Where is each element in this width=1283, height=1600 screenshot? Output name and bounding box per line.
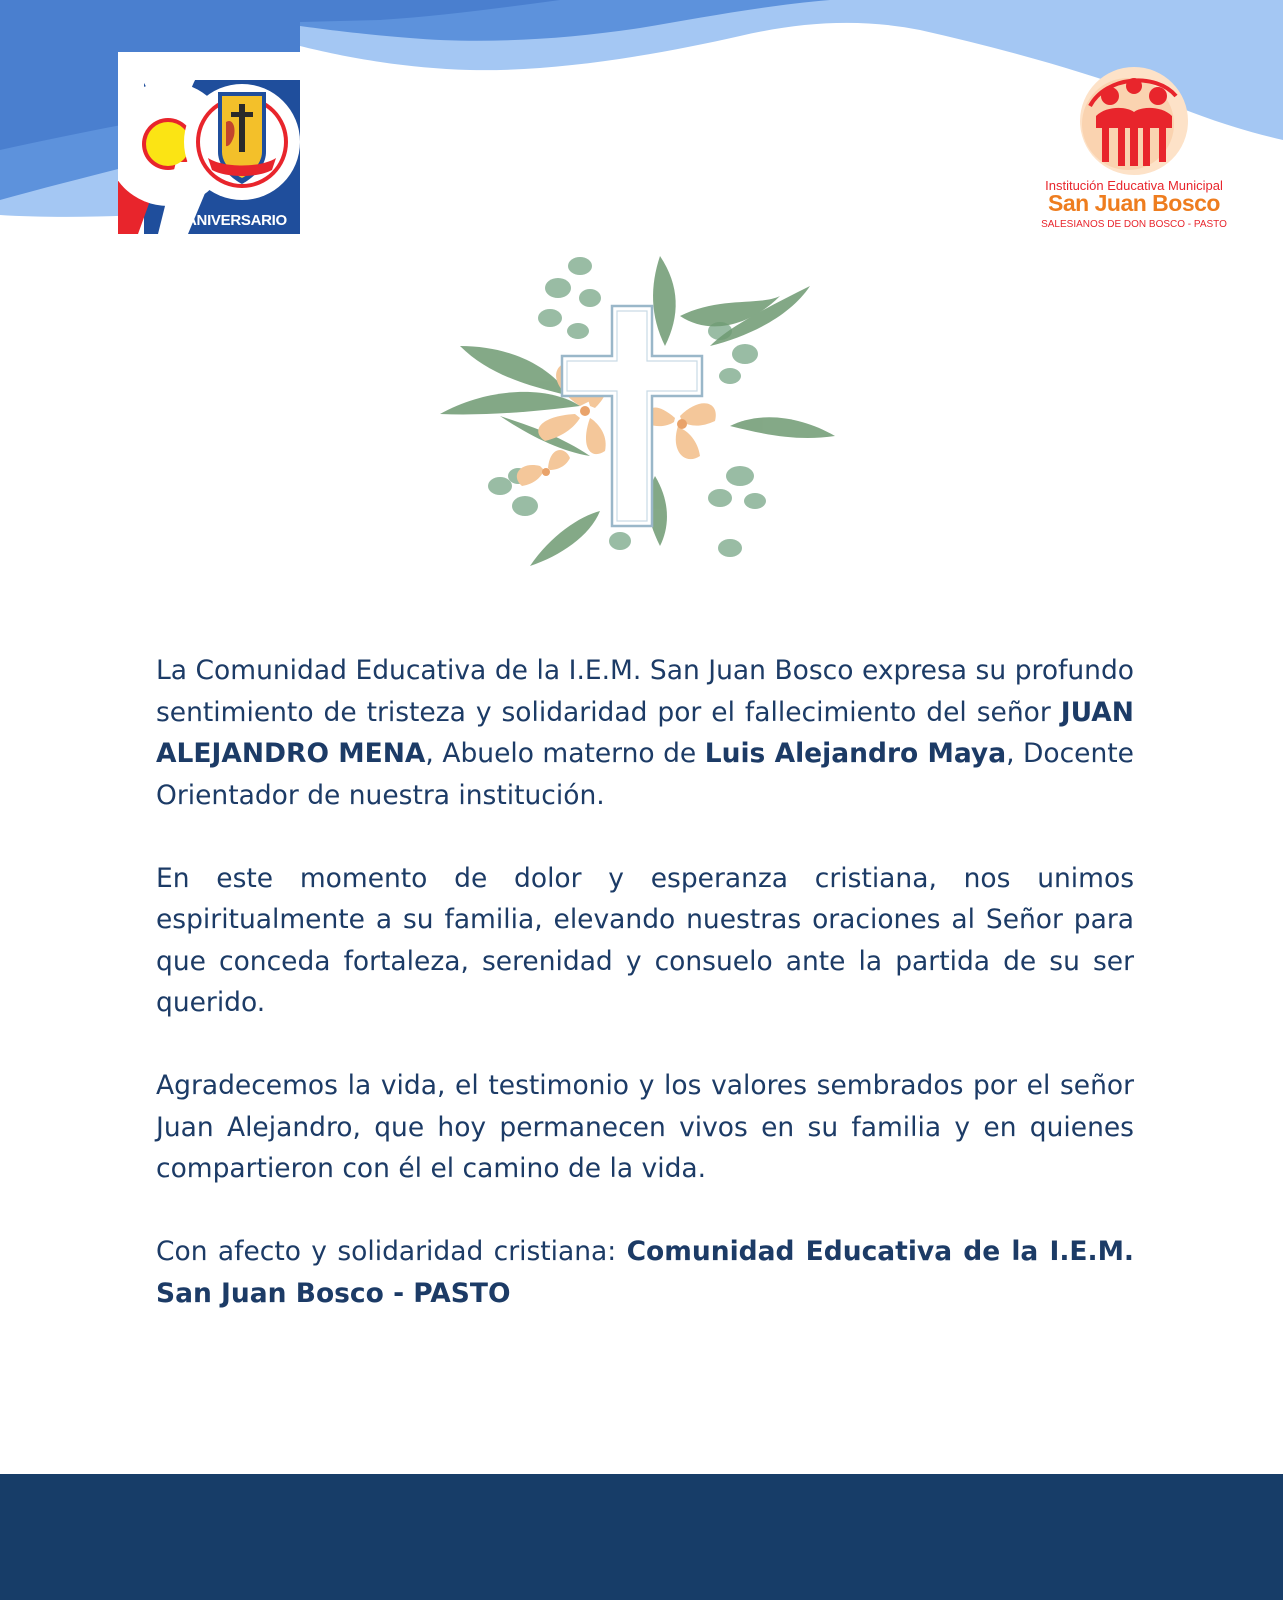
institution-people-logo xyxy=(1076,66,1192,176)
deceased-name: JUAN ALEJANDRO MENA xyxy=(156,696,1134,769)
message-signature: Con afecto y solidaridad cristiana: Comunidad Educativa de la I.E.M. San Juan Bosco - PASTO xyxy=(156,1236,1135,1309)
message-paragraph-3: Agradecemos la vida, el testimonio y los valores sembrados por el señor Juan Alejandro, que hoy permanecen vivos en su familia y en quienes compartieron con él el camino de la vida. xyxy=(156,1070,1134,1184)
anniversary-label: ANIVERSARIO xyxy=(186,212,287,229)
floral-cross-icon xyxy=(430,236,850,591)
footer-band xyxy=(0,1474,1283,1600)
anniversary-90-logo xyxy=(118,52,300,234)
institution-subtitle-label: SALESIANOS DE DON BOSCO - PASTO xyxy=(1041,219,1227,230)
institution-name-label: San Juan Bosco xyxy=(1048,190,1220,216)
teacher-name: Luis Alejandro Maya xyxy=(704,738,1007,769)
condolence-message xyxy=(156,650,1134,1314)
message-paragraph-2: En este momento de dolor y esperanza cristiana, nos unimos espiritualmente a su familia, elevando nuestras oraciones al Señor para que conceda fortaleza, serenidad y consuelo ante la partida de su ser querido. xyxy=(156,862,1134,1018)
institution-type-label: Institución Educativa Municipal xyxy=(1045,178,1223,193)
message-paragraph-1: La Comunidad Educativa de la I.E.M. San Juan Bosco expresa su profundo sentimiento de tristeza y solidaridad por el fallecimiento del señor JUAN ALEJANDRO MENA, Abuelo materno de Luis Alejandro Maya, Docente Orientador de nuestra institución. xyxy=(156,655,1134,811)
signature-community: Comunidad Educativa de la I.E.M. San Juan Bosco - PASTO xyxy=(156,1236,1135,1309)
